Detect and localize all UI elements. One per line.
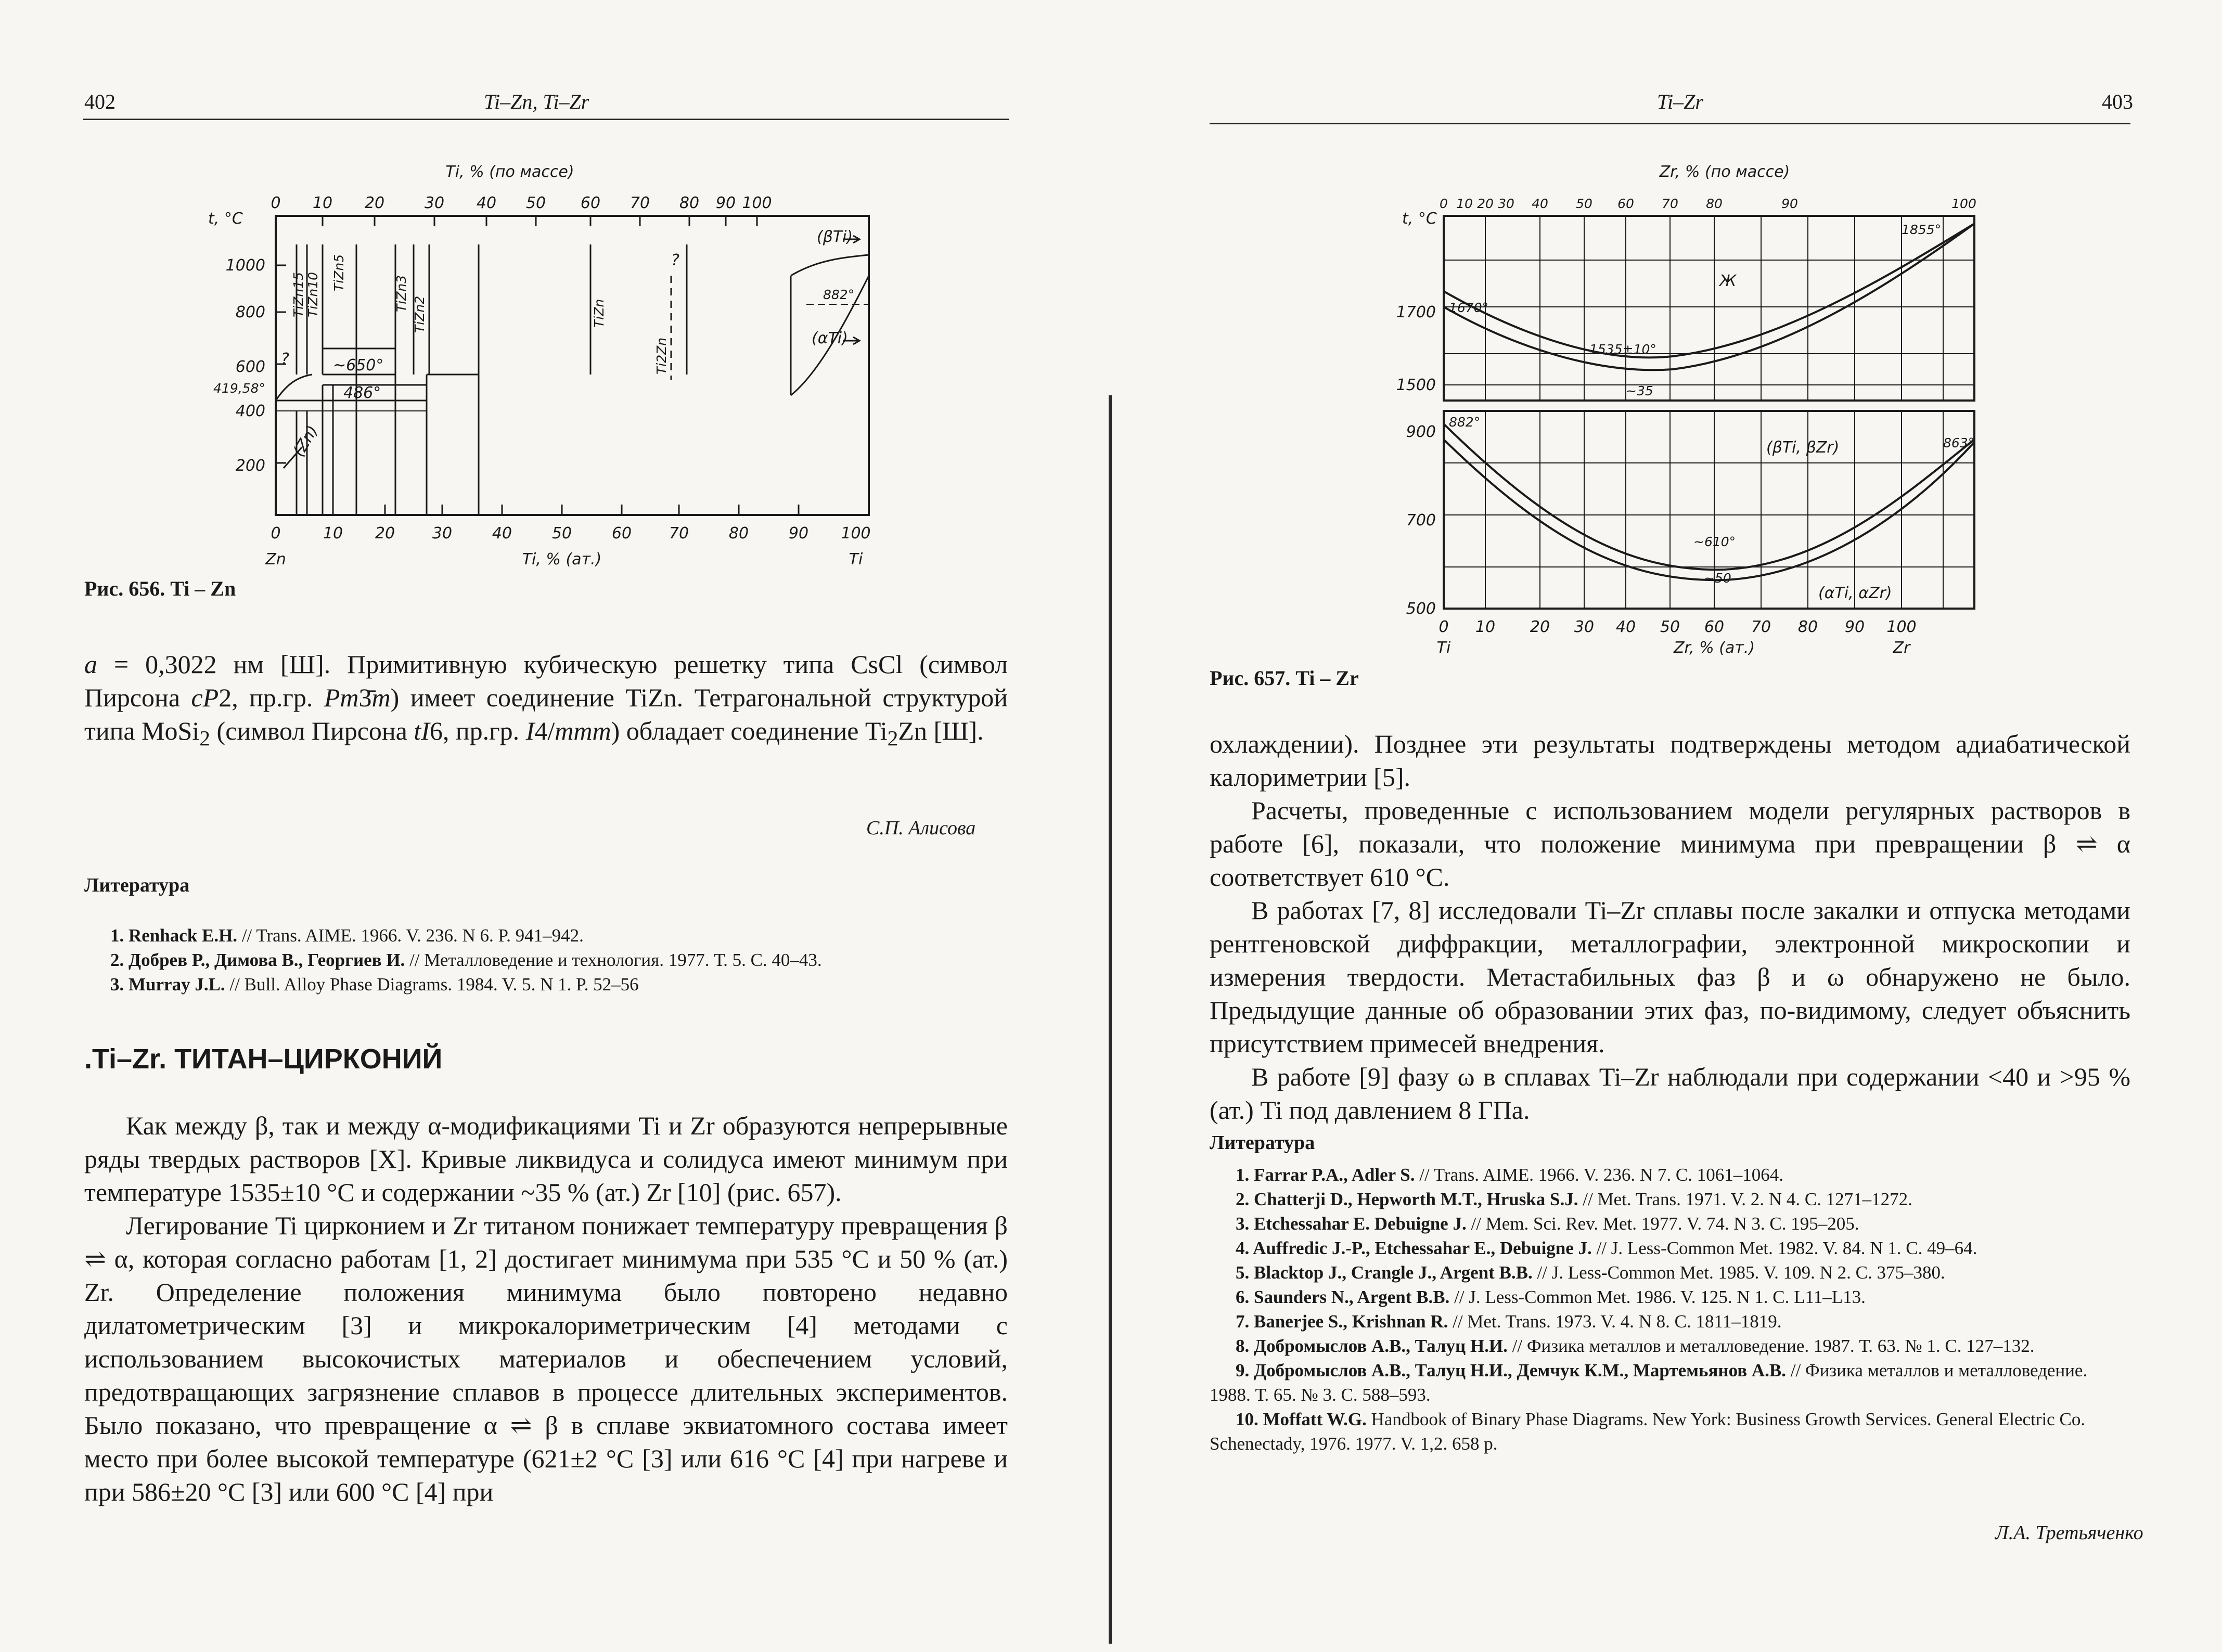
phase-label: TiZn5	[331, 254, 346, 291]
bottom-ticks	[271, 524, 870, 543]
reference-item: 6. Saunders N., Argent B.B. // J. Less-Common Met. 1986. V. 125. N 1. C. L11–L13.	[1236, 1287, 1866, 1307]
body-paragraph: Расчеты, проведенные с использованием модели регулярных растворов в работе [6], показали, что положение минимума при превращении β ⇌ α соответствует 610 °C.	[1210, 796, 2130, 892]
bottom-tick: 30	[432, 524, 453, 543]
phase-label: TiZn3	[394, 275, 409, 312]
section-title: .Ti–Zr. ТИТАН–ЦИРКОНИЙ	[84, 1043, 443, 1075]
reference-list	[84, 923, 1008, 997]
top-tick: 30	[424, 194, 445, 212]
reference-item: 8. Добромыслов А.В., Талуц Н.И. // Физика металлов и металловедение. 1987. Т. 63. № 1. С. 127–132.	[1236, 1336, 2035, 1356]
reference-item: 9. Добромыслов А.В., Талуц Н.И., Демчук К.М., Мартемьянов А.В. // Физика металлов и металловедение. 1988. Т. 65. № 3. С. 588–593.	[1210, 1360, 2088, 1405]
top-tick: 30	[1498, 196, 1514, 211]
reference-item: 5. Blacktop J., Crangle J., Argent B.B. // J. Less-Common Met. 1985. V. 109. N 2. C. 375–380.	[1236, 1262, 1945, 1283]
phase-label: TiZn15	[291, 272, 306, 317]
figure-caption: Рис. 656. Ti – Zn	[84, 577, 236, 600]
top-ticks	[271, 194, 772, 212]
reference-item: 1. Farrar P.A., Adler S. // Trans. AIME. 1966. V. 236. N 7. C. 1061–1064.	[1236, 1165, 1784, 1185]
t1670-label: 1670°	[1449, 300, 1489, 315]
phase-label: TiZn2	[412, 295, 427, 333]
bottom-tick: 50	[1660, 618, 1680, 636]
y-axis-label: t, °C	[1402, 210, 1437, 228]
y-tick: 800	[235, 303, 265, 321]
bottom-tick: 30	[1574, 618, 1595, 636]
reference-item: 1. Renhack E.H. // Trans. AIME. 1966. V. 236. N 6. P. 941–942.	[110, 925, 584, 946]
top-tick: 0	[1440, 196, 1448, 211]
t882-label: 882°	[1449, 415, 1481, 430]
liquid-label: Ж	[1719, 272, 1737, 290]
top-tick: 60	[580, 194, 601, 212]
top-tick: 100	[1951, 196, 1976, 211]
top-tick: 90	[1781, 196, 1798, 211]
bottom-tick: 80	[728, 524, 749, 543]
top-tick: 10	[1456, 196, 1473, 211]
top-tick: 40	[476, 194, 497, 212]
header-rule	[1210, 123, 2130, 124]
alpha-ti-label: (αTi)	[812, 329, 848, 347]
y-ticks	[213, 256, 265, 475]
phase-label: TiZn10	[305, 272, 320, 317]
bottom-tick: 90	[1844, 618, 1865, 636]
bottom-tick: 50	[551, 524, 572, 543]
top-tick: 40	[1532, 196, 1548, 211]
running-head: Ti–Zn, Ti–Zr	[484, 90, 589, 113]
bottom-tick: 100	[841, 524, 871, 543]
author-signature: С.П. Алисова	[866, 817, 976, 839]
phase-label: TiZn	[592, 299, 607, 328]
top-axis-label: Ti, % (по массе)	[445, 163, 574, 181]
top-tick: 20	[1477, 196, 1494, 211]
figure-657-ti-zr	[1396, 151, 2052, 666]
paragraph-continued: a = 0,3022 нм [Ш]. Примитивную кубическую решетку типа CsCl (символ Пирсона cP2, пр.гр. Pm3̄m) имеет соединение TiZn. Тетрагональной структурой типа MoSi$_2$ (символ Пирсона tI6, пр.гр. I4/mmm) обладает соединение $Ti_2Zn$ [Ш].	[84, 650, 1008, 751]
top-tick: 10	[312, 194, 333, 212]
y-tick: 419,58°	[213, 381, 265, 396]
t863-label: 863°	[1943, 435, 1975, 450]
y-tick: 1500	[1396, 376, 1436, 394]
top-tick: 80	[679, 194, 700, 212]
body-paragraph	[84, 648, 1008, 755]
bottom-tick: 100	[1886, 618, 1917, 636]
y-tick: 500	[1406, 600, 1436, 618]
reference-item: 10. Moffatt W.G. Handbook of Binary Phase Diagrams. New York: Business Growth Services. General Electric Co. Schenectady, 1976. 1977. V. 1,2. 658 p.	[1210, 1409, 2086, 1454]
bottom-tick: 20	[375, 524, 395, 543]
reference-item: 2. Добрев Р., Димова В., Георгиев И. // Металловедение и технология. 1977. Т. 5. С. 40–43.	[110, 950, 822, 970]
top-tick: 100	[742, 194, 772, 212]
bottom-tick: 60	[1704, 618, 1725, 636]
bottom-tick: 40	[492, 524, 512, 543]
bottom-tick: 20	[1530, 618, 1550, 636]
top-axis-label: Zr, % (по массе)	[1659, 163, 1790, 181]
header-rule	[83, 119, 1009, 120]
t610-label: ~610°	[1693, 534, 1736, 549]
right-end-label: Zr	[1893, 639, 1910, 657]
y-ticks	[1396, 303, 1436, 618]
phase-label: Ti2Zn	[654, 337, 669, 375]
figure-caption: Рис. 657. Ti – Zr	[1210, 666, 1359, 690]
y-tick: 700	[1406, 511, 1436, 530]
bottom-tick: 0	[1438, 618, 1449, 636]
page-number: 402	[84, 90, 115, 113]
bottom-tick: 60	[611, 524, 632, 543]
reference-item: 3. Etchessahar E. Debuigne J. // Mem. Sci. Rev. Met. 1977. V. 74. N 3. C. 195–205.	[1236, 1214, 1859, 1234]
t1535-label: 1535±10°	[1589, 342, 1656, 357]
reference-list	[1210, 1163, 2130, 1456]
question-mark-1: ?	[281, 350, 289, 368]
reference-item: 7. Banerjee S., Krishnan R. // Met. Trans. 1973. V. 4. N 8. C. 1811–1819.	[1236, 1311, 1782, 1332]
top-tick: 50	[525, 194, 546, 212]
figure-annotations	[1449, 222, 1974, 602]
left-end-label: Ti	[1436, 639, 1451, 657]
bottom-tick: 70	[669, 524, 689, 543]
top-tick: 70	[1662, 196, 1678, 211]
top-tick: 90	[715, 194, 736, 212]
top-tick: 0	[271, 194, 281, 212]
body-paragraph: В работах [7, 8] исследовали Ti–Zr сплавы после закалки и отпуска методами рентгеновской диффракции, металлографии, электронной микроскопии и измерения твердости. Метастабильных фаз β и ω обнаружено не было. Предыдущие данные об образовании этих фаз, по-видимому, следует объяснить присутствием примесей внедрения.	[1210, 896, 2130, 1058]
top-ticks	[1440, 196, 1976, 211]
top-tick: 50	[1576, 196, 1592, 211]
reference-item: 2. Chatterji D., Hepworth M.T., Hruska S.J. // Met. Trans. 1971. V. 2. N 4. C. 1271–1272.	[1236, 1189, 1912, 1209]
running-head: Ti–Zr	[1657, 90, 1703, 113]
beta-phase-label: (βTi, βZr)	[1766, 438, 1840, 457]
author-signature: Л.А. Третьяченко	[1995, 1522, 2143, 1544]
bottom-axis-label: Ti, % (ат.)	[522, 550, 602, 569]
body-paragraph: В работе [9] фазу ω в сплавах Ti–Zr наблюдали при содержании <40 и >95 % (ат.) Ti под давлением 8 ГПа.	[1210, 1062, 2130, 1125]
top-tick: 20	[364, 194, 385, 212]
figure-annotations	[281, 228, 854, 460]
y-axis-label: t, °C	[208, 210, 243, 228]
top-tick: 80	[1706, 196, 1723, 211]
bottom-tick: 10	[323, 524, 343, 543]
c35-label: ~35	[1626, 383, 1653, 398]
right-page	[1111, 0, 2222, 1652]
page-number: 403	[2102, 90, 2133, 113]
beta-ti-label: (βTi)	[817, 228, 853, 246]
reference-item: 4. Auffredic J.-P., Etchessahar E., Debuigne J. // J. Less-Common Met. 1982. V. 84. N 1. C. 49–64.	[1236, 1238, 1977, 1258]
y-tick: 1000	[225, 256, 265, 275]
t486-label: 486°	[343, 384, 381, 402]
y-tick: 600	[235, 358, 265, 376]
bottom-axis-label: Zr, % (ат.)	[1673, 639, 1755, 657]
question-mark-2: ?	[671, 251, 679, 269]
bottom-ticks	[1438, 618, 1916, 636]
top-tick: 70	[630, 194, 650, 212]
body-text-block	[84, 1109, 1008, 1508]
reference-item: 3. Murray J.L. // Bull. Alloy Phase Diagrams. 1984. V. 5. N 1. P. 52–56	[110, 974, 639, 995]
body-paragraph: Как между β, так и между α-модификациями Ti и Zr образуются непрерывные ряды твердых растворов [X]. Кривые ликвидуса и солидуса имеют минимум при температуре 1535±10 °C и содержании ~35 % (ат.) Zr [10] (рис. 657).	[84, 1111, 1008, 1207]
bottom-tick: 80	[1797, 618, 1818, 636]
zn-label: (Zn)	[289, 422, 322, 460]
body-paragraph: охлаждении). Позднее эти результаты подтверждены методом адиабатической калориметрии [5].	[1210, 729, 2130, 792]
y-tick: 200	[235, 457, 265, 475]
literature-heading: Литература	[1210, 1132, 1315, 1154]
left-end-label: Zn	[265, 550, 286, 569]
y-tick: 900	[1406, 423, 1436, 441]
t650-label: ~650°	[333, 356, 384, 375]
alpha-phase-label: (αTi, αZr)	[1818, 584, 1892, 602]
bottom-tick: 0	[271, 524, 281, 543]
body-text-block	[1210, 727, 2130, 1127]
y-tick: 400	[235, 402, 265, 420]
right-end-label: Ti	[849, 550, 863, 569]
c50-label: ~50	[1704, 571, 1731, 586]
t882-label: 882°	[823, 287, 855, 302]
t1855-label: 1855°	[1902, 222, 1942, 237]
top-tick: 60	[1617, 196, 1634, 211]
literature-heading: Литература	[84, 874, 190, 896]
bottom-tick: 90	[788, 524, 809, 543]
bottom-tick: 70	[1751, 618, 1771, 636]
bottom-tick: 10	[1475, 618, 1496, 636]
y-tick: 1700	[1396, 303, 1436, 321]
body-paragraph: Легирование Ti цирконием и Zr титаном понижает температуру превращения β ⇌ α, которая согласно работам [1, 2] достигает минимума при 535 °C и 50 % (ат.) Zr. Определение положения минимума было повторено недавно дилатометрическим [3] и микрокалориметрическим [4] методами с использованием высокочистых материалов и обеспечением условий, предотвращающих загрязнение сплавов в процессе длительных экспериментов. Было показано, что превращение α ⇌ β в сплаве эквиатомного состава имеет место при более высокой температуре (621±2 °C [3] или 616 °C [4] при нагреве и при 586±20 °C [3] или 600 °C [4] при	[84, 1211, 1008, 1506]
figure-656-ti-zn	[166, 156, 895, 577]
bottom-tick: 40	[1615, 618, 1636, 636]
